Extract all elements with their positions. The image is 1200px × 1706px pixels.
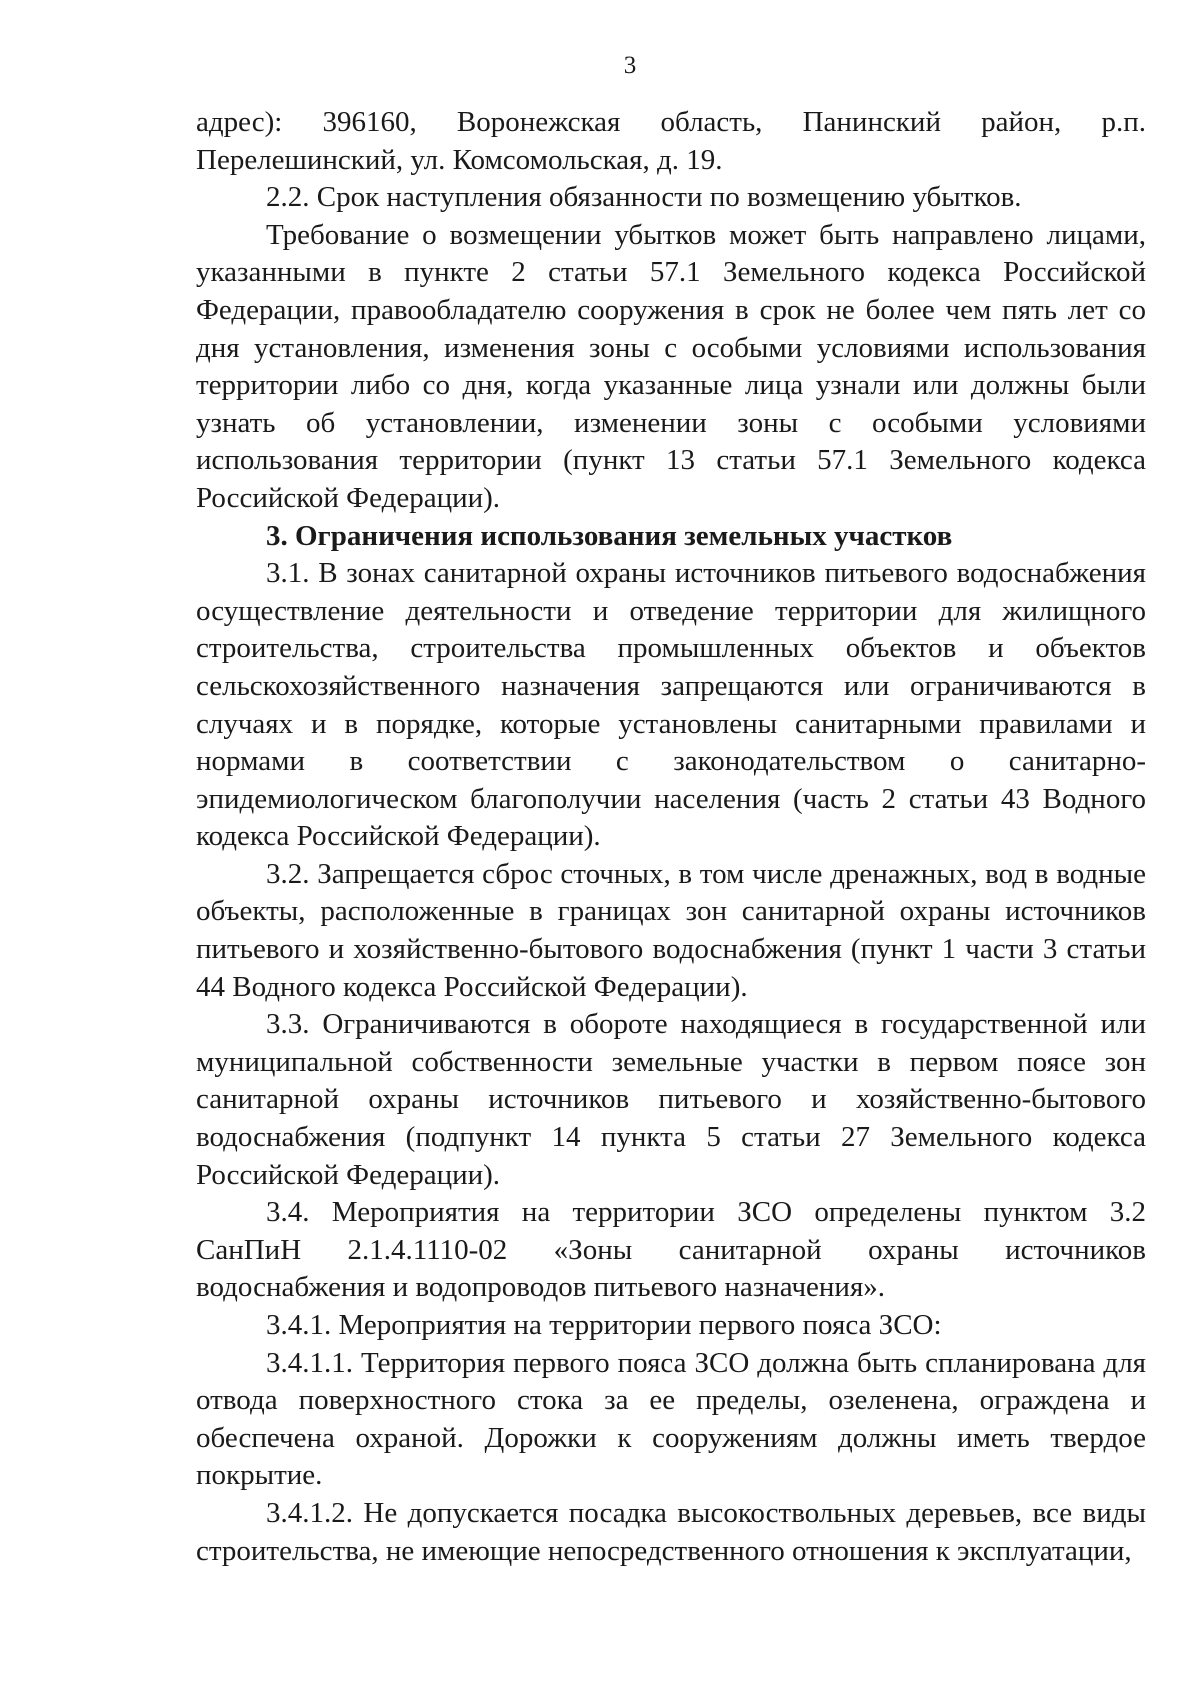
paragraph-damages-claim: Требование о возмещении убытков может быть направлено лицами, указанными в пункте 2 статьи 57.1 Земельного кодекса Российской Федерации, правообладателю сооружения в срок не более чем пять лет со дня установления, изменения зоны с особыми условиями использования территории либо со дня, когда указанные лица узнали или должны были узнать об установлении, изменении зоны с особыми условиями использования территории (пункт 13 статьи 57.1 Земельного кодекса Российской Федерации).: [196, 218, 1146, 514]
section-heading-3: 3. Ограничения использования земельных участков: [266, 519, 953, 552]
paragraph-3-2: 3.2. Запрещается сброс сточных, в том числе дренажных, вод в водные объекты, расположенные в границах зон санитарной охраны источников питьевого и хозяйственно-бытового водоснабжения (пункт 1 части 3 статьи 44 Водного кодекса Российской Федерации).: [196, 857, 1146, 1003]
paragraph-3-4-1: 3.4.1. Мероприятия на территории первого пояса ЗСО:: [266, 1309, 942, 1341]
page-number: 3: [623, 52, 637, 79]
paragraph-2-2: 2.2. Срок наступления обязанности по возмещению убытков.: [266, 181, 1022, 214]
paragraph-address-continuation: адрес): 396160, Воронежская область, Панинский район, р.п. Перелешинский, ул. Комсомольская, д. 19.: [196, 106, 1146, 176]
paragraph-3-4-1-1: 3.4.1.1. Территория первого пояса ЗСО должна быть спланирована для отвода поверхностного стока за ее пределы, озеленена, ограждена и обеспечена охраной. Дорожки к сооружениям должны иметь твердое покрытие.: [196, 1346, 1146, 1492]
document-body: [196, 104, 1146, 1570]
paragraph-3-4: 3.4. Мероприятия на территории ЗСО определены пунктом 3.2 СанПиН 2.1.4.1110-02 «Зоны санитарной охраны источников водоснабжения и водопроводов питьевого назначения».: [196, 1196, 1146, 1304]
paragraph-3-3: 3.3. Ограничиваются в обороте находящиеся в государственной или муниципальной собственности земельные участки в первом поясе зон санитарной охраны источников питьевого и хозяйственно-бытового водоснабжения (подпункт 14 пункта 5 статьи 27 Земельного кодекса Российской Федерации).: [196, 1008, 1146, 1191]
paragraph-3-4-1-2: 3.4.1.2. Не допускается посадка высокоствольных деревьев, все виды строительства, не имеющие непосредственного отношения к эксплуатации,: [196, 1496, 1146, 1567]
paragraph-3-1: 3.1. В зонах санитарной охраны источников питьевого водоснабжения осуществление деятельности и отведение территории для жилищного строительства, строительства промышленных объектов и объектов сельскохозяйственного назначения запрещаются или ограничиваются в случаях и в порядке, которые установлены санитарными правилами и нормами в соответствии с законодательством о санитарно-эпидемиологическом благополучии населения (часть 2 статьи 43 Водного кодекса Российской Федерации).: [196, 557, 1146, 853]
